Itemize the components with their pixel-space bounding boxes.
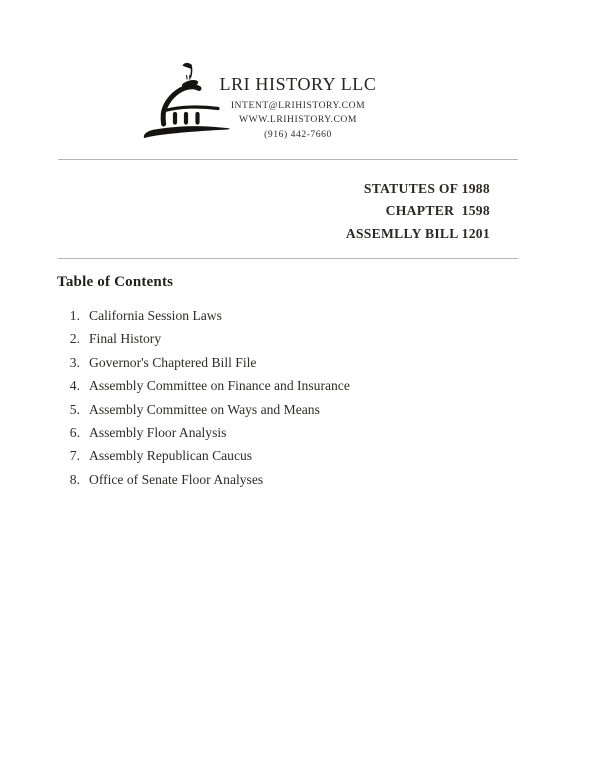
toc-item-label: Assembly Committee on Ways and Means (89, 401, 320, 417)
toc-item-label: Office of Senate Floor Analyses (89, 471, 264, 487)
toc-item-label: Final History (89, 331, 162, 347)
toc-item-label: Assembly Republican Caucus (89, 448, 253, 464)
toc-item (68, 327, 350, 350)
toc-item-number: 3. (69, 354, 80, 370)
company-email: INTENT@LRIHISTORY.COM (230, 100, 366, 111)
toc-item (68, 304, 350, 327)
toc-item-label: Assembly Floor Analysis (89, 425, 227, 441)
toc-item-number: 5. (69, 401, 80, 417)
toc-item-number: 7. (69, 448, 80, 464)
company-phone: (916) 442-7660 (264, 128, 332, 140)
toc-item-label: Governor's Chaptered Bill File (89, 354, 257, 370)
toc-item (68, 374, 350, 397)
divider-middle (58, 258, 518, 259)
toc-item-label: Assembly Committee on Finance and Insurance (89, 378, 350, 394)
company-name: LRI HISTORY LLC (219, 74, 377, 94)
statutes-line: STATUTES OF 1988 (363, 181, 490, 196)
toc-item-number: 4. (69, 378, 80, 394)
toc-item-label: California Session Laws (89, 308, 222, 323)
toc-item (68, 444, 350, 467)
toc-item (68, 398, 350, 421)
toc-heading: Table of Contents (57, 274, 174, 290)
company-website: WWW.LRIHISTORY.COM (239, 114, 357, 126)
divider-top (58, 159, 518, 160)
letterhead-text (212, 74, 384, 142)
toc-item-number: 1. (69, 308, 80, 323)
toc-item-number: 8. (69, 471, 80, 487)
toc-item-number: 6. (69, 425, 80, 441)
toc-item (68, 351, 350, 374)
bill-line: ASSEMLLY BILL 1201 (345, 225, 490, 241)
case-reference (346, 178, 490, 245)
toc-item-number: 2. (69, 331, 80, 347)
chapter-line: CHAPTER 1598 (385, 203, 490, 219)
toc-item (68, 468, 350, 491)
toc-item (68, 421, 350, 444)
toc-list (68, 304, 350, 491)
